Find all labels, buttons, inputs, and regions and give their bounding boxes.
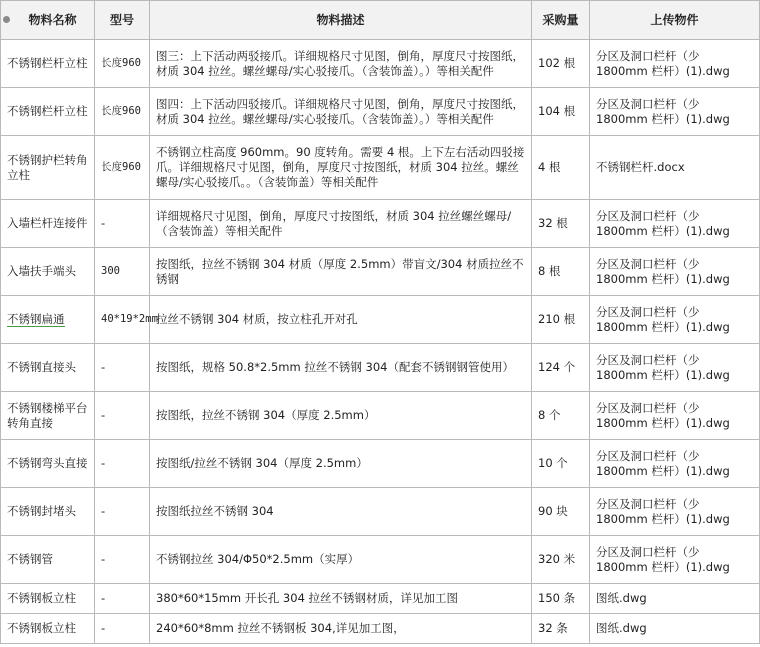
cell-upload-file[interactable]: 分区及洞口栏杆（少 1800mm 栏杆）(1).dwg	[590, 344, 760, 392]
table-row	[1, 392, 760, 440]
cell-description: 按图纸/拉丝不锈钢 304（厚度 2.5mm）	[150, 440, 532, 488]
cell-name: 不锈钢封堵头	[1, 488, 95, 536]
table-row	[1, 488, 760, 536]
header-material-name-label: 物料名称	[28, 12, 77, 27]
cell-quantity: 10 个	[532, 440, 590, 488]
cell-quantity: 32 条	[532, 614, 590, 644]
cell-quantity: 8 个	[532, 392, 590, 440]
cell-quantity: 210 根	[532, 296, 590, 344]
bullet-icon	[3, 16, 10, 23]
cell-description: 不锈钢拉丝 304/Φ50*2.5mm（实厚）	[150, 536, 532, 584]
cell-upload-file[interactable]: 分区及洞口栏杆（少 1800mm 栏杆）(1).dwg	[590, 536, 760, 584]
header-upload-file: 上传物件	[590, 1, 760, 40]
cell-model: 长度960	[95, 88, 150, 136]
table-row	[1, 536, 760, 584]
cell-upload-file[interactable]: 分区及洞口栏杆（少 1800mm 栏杆）(1).dwg	[590, 40, 760, 88]
cell-quantity: 32 根	[532, 200, 590, 248]
cell-model: 长度960	[95, 40, 150, 88]
cell-model: -	[95, 488, 150, 536]
cell-description: 按图纸拉丝不锈钢 304	[150, 488, 532, 536]
cell-quantity: 102 根	[532, 40, 590, 88]
cell-name: 不锈钢直接头	[1, 344, 95, 392]
cell-name: 不锈钢板立柱	[1, 584, 95, 614]
cell-upload-file[interactable]: 不锈钢栏杆.docx	[590, 136, 760, 200]
cell-name: 不锈钢弯头直接	[1, 440, 95, 488]
cell-upload-file[interactable]: 分区及洞口栏杆（少 1800mm 栏杆）(1).dwg	[590, 200, 760, 248]
cell-name-text: 不锈钢扁通	[7, 312, 65, 326]
table-row	[1, 40, 760, 88]
cell-upload-file[interactable]: 分区及洞口栏杆（少 1800mm 栏杆）(1).dwg	[590, 440, 760, 488]
cell-model: -	[95, 200, 150, 248]
cell-description: 不锈钢立柱高度 960mm。90 度转角。需要 4 根。上下左右活动四驳接爪。详细规格尺寸见图，倒角，厚度尺寸按图纸，材质 304 拉丝。螺丝螺母/实心驳接爪。。（含装饰盖）等相关配件	[150, 136, 532, 200]
cell-upload-file[interactable]: 分区及洞口栏杆（少 1800mm 栏杆）(1).dwg	[590, 88, 760, 136]
cell-quantity: 90 块	[532, 488, 590, 536]
header-quantity: 采购量	[532, 1, 590, 40]
cell-upload-file[interactable]: 图纸.dwg	[590, 584, 760, 614]
cell-description: 图四：上下活动四驳接爪。详细规格尺寸见图，倒角，厚度尺寸按图纸，材质 304 拉丝。螺丝螺母/实心驳接爪。（含装饰盖）。）等相关配件	[150, 88, 532, 136]
header-description: 物料描述	[150, 1, 532, 40]
cell-name: 不锈钢栏杆立柱	[1, 88, 95, 136]
cell-description: 按图纸，拉丝不锈钢 304（厚度 2.5mm）	[150, 392, 532, 440]
cell-model: 300	[95, 248, 150, 296]
cell-quantity: 4 根	[532, 136, 590, 200]
cell-description: 240*60*8mm 拉丝不锈钢板 304,详见加工图，	[150, 614, 532, 644]
table-row	[1, 614, 760, 644]
cell-upload-file[interactable]: 分区及洞口栏杆（少 1800mm 栏杆）(1).dwg	[590, 296, 760, 344]
cell-name: 不锈钢板立柱	[1, 614, 95, 644]
cell-quantity: 320 米	[532, 536, 590, 584]
table-row	[1, 296, 760, 344]
cell-model: -	[95, 614, 150, 644]
table-row	[1, 88, 760, 136]
cell-model: 40*19*2mm	[95, 296, 150, 344]
table-row	[1, 200, 760, 248]
cell-upload-file[interactable]: 分区及洞口栏杆（少 1800mm 栏杆）(1).dwg	[590, 248, 760, 296]
cell-name: 入墙扶手端头	[1, 248, 95, 296]
table-row	[1, 248, 760, 296]
table-row	[1, 440, 760, 488]
cell-description: 按图纸，拉丝不锈钢 304 材质（厚度 2.5mm）带盲文/304 材质拉丝不锈钢	[150, 248, 532, 296]
cell-name	[1, 296, 95, 344]
cell-description: 详细规格尺寸见图，倒角，厚度尺寸按图纸，材质 304 拉丝螺丝螺母/（含装饰盖）等相关配件	[150, 200, 532, 248]
cell-quantity: 8 根	[532, 248, 590, 296]
cell-description: 380*60*15mm 开长孔 304 拉丝不锈钢材质，详见加工图	[150, 584, 532, 614]
cell-name: 入墙栏杆连接件	[1, 200, 95, 248]
cell-quantity: 150 条	[532, 584, 590, 614]
cell-description: 图三：上下活动两驳接爪。详细规格尺寸见图，倒角，厚度尺寸按图纸，材质 304 拉丝。螺丝螺母/实心驳接爪。（含装饰盖）。）等相关配件	[150, 40, 532, 88]
table-row	[1, 584, 760, 614]
table-row	[1, 136, 760, 200]
cell-model: 长度960	[95, 136, 150, 200]
cell-name: 不锈钢护栏转角立柱	[1, 136, 95, 200]
cell-name: 不锈钢楼梯平台转角直接	[1, 392, 95, 440]
header-model: 型号	[95, 1, 150, 40]
cell-quantity: 124 个	[532, 344, 590, 392]
cell-name: 不锈钢栏杆立柱	[1, 40, 95, 88]
cell-model: -	[95, 584, 150, 614]
cell-upload-file[interactable]: 图纸.dwg	[590, 614, 760, 644]
cell-upload-file[interactable]: 分区及洞口栏杆（少 1800mm 栏杆）(1).dwg	[590, 488, 760, 536]
cell-model: -	[95, 392, 150, 440]
cell-model: -	[95, 536, 150, 584]
table-row	[1, 344, 760, 392]
cell-quantity: 104 根	[532, 88, 590, 136]
cell-upload-file[interactable]: 分区及洞口栏杆（少 1800mm 栏杆）(1).dwg	[590, 392, 760, 440]
cell-model: -	[95, 344, 150, 392]
header-row	[1, 1, 760, 40]
cell-model: -	[95, 440, 150, 488]
cell-name: 不锈钢管	[1, 536, 95, 584]
cell-description: 拉丝不锈钢 304 材质，按立柱孔开对孔	[150, 296, 532, 344]
cell-description: 按图纸，规格 50.8*2.5mm 拉丝不锈钢 304（配套不锈钢钢管使用）	[150, 344, 532, 392]
header-material-name	[1, 1, 95, 40]
